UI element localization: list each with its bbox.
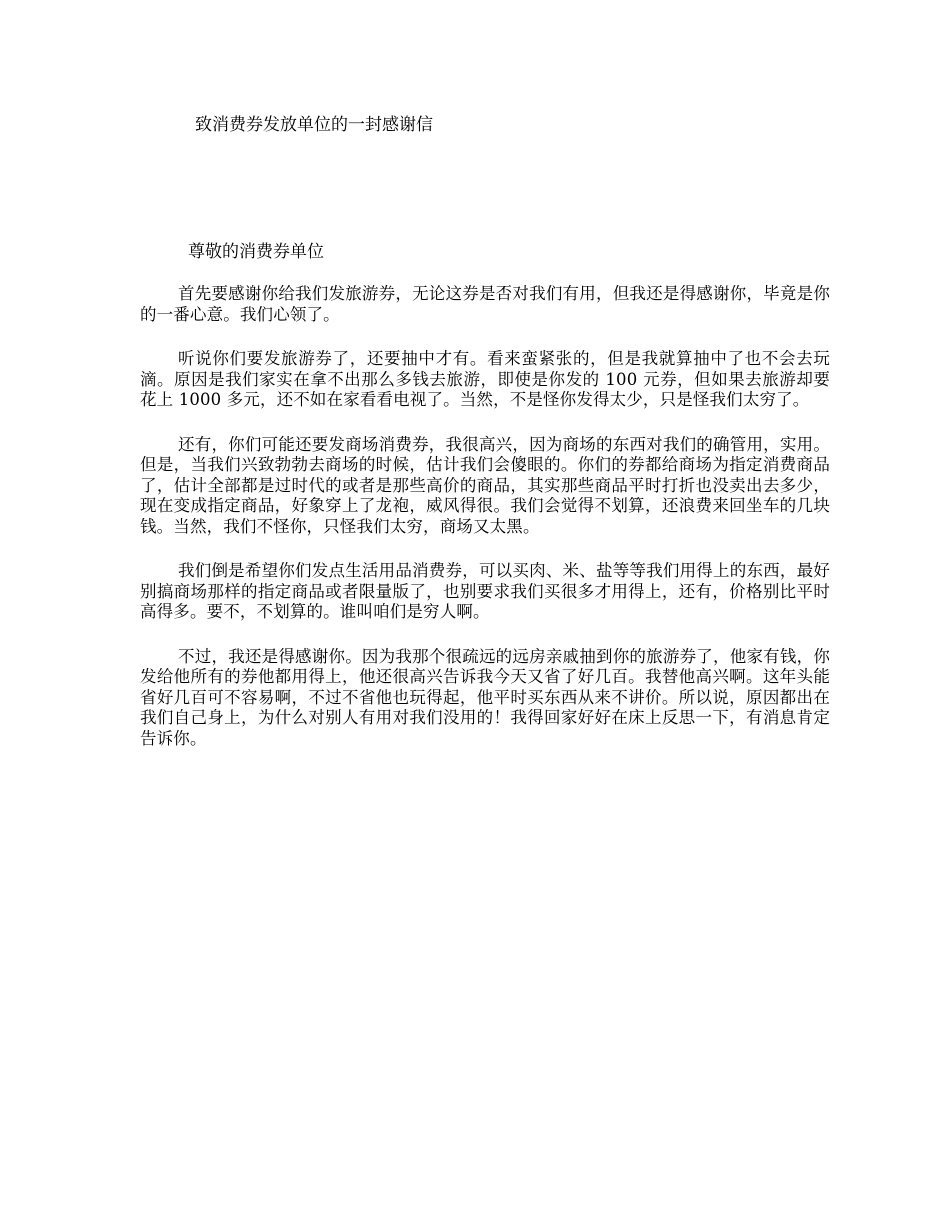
- paragraph-2: 听说你们要发旅游券了，还要抽中才有。看来蛮紧张的，但是我就算抽中了也不会去玩滴。原因是我们家实在拿不出那么多钱去旅游，即使是你发的 100 元券，但如果去旅游却要花上 1000 多元，还不如在家看看电视了。当然，不是怪你发得太少，只是怪我们太穷了。: [140, 349, 830, 409]
- paragraph-4: 我们倒是希望你们发点生活用品消费券，可以买肉、米、盐等等我们用得上的东西，最好别搞商场那样的指定商品或者限量版了，也别要求我们买很多才用得上，还有，价格别比平时高得多。要不，不划算的。谁叫咱们是穷人啊。: [140, 561, 830, 621]
- paragraph-1: 首先要感谢你给我们发旅游券，无论这券是否对我们有用，但我还是得感谢你，毕竟是你的一番心意。我们心领了。: [140, 284, 830, 324]
- letter-salutation: 尊敬的消费券单位: [188, 242, 324, 262]
- paragraph-3: 还有，你们可能还要发商场消费券，我很高兴，因为商场的东西对我们的确管用，实用。但是，当我们兴致勃勃去商场的时候，估计我们会傻眼的。你们的券都给商场为指定消费商品了，估计全部都是过时代的或者是那些高价的商品，其实那些商品平时打折也没卖出去多少，现在变成指定商品，好象穿上了龙袍，威风得很。我们会觉得不划算，还浪费来回坐车的几块钱。当然，我们不怪你，只怪我们太穷，商场又太黑。: [140, 434, 830, 536]
- letter-title: 致消费券发放单位的一封感谢信: [195, 115, 433, 135]
- paragraph-5: 不过，我还是得感谢你。因为我那个很疏远的远房亲戚抽到你的旅游券了，他家有钱，你发给他所有的券他都用得上，他还很高兴告诉我今天又省了好几百。我替他高兴啊。这年头能省好几百可不容易啊，不过不省他也玩得起，他平时买东西从来不讲价。所以说，原因都出在我们自己身上，为什么对别人有用对我们没用的！我得回家好好在床上反思一下，有消息肯定告诉你。: [140, 646, 830, 748]
- letter-body: [140, 284, 830, 773]
